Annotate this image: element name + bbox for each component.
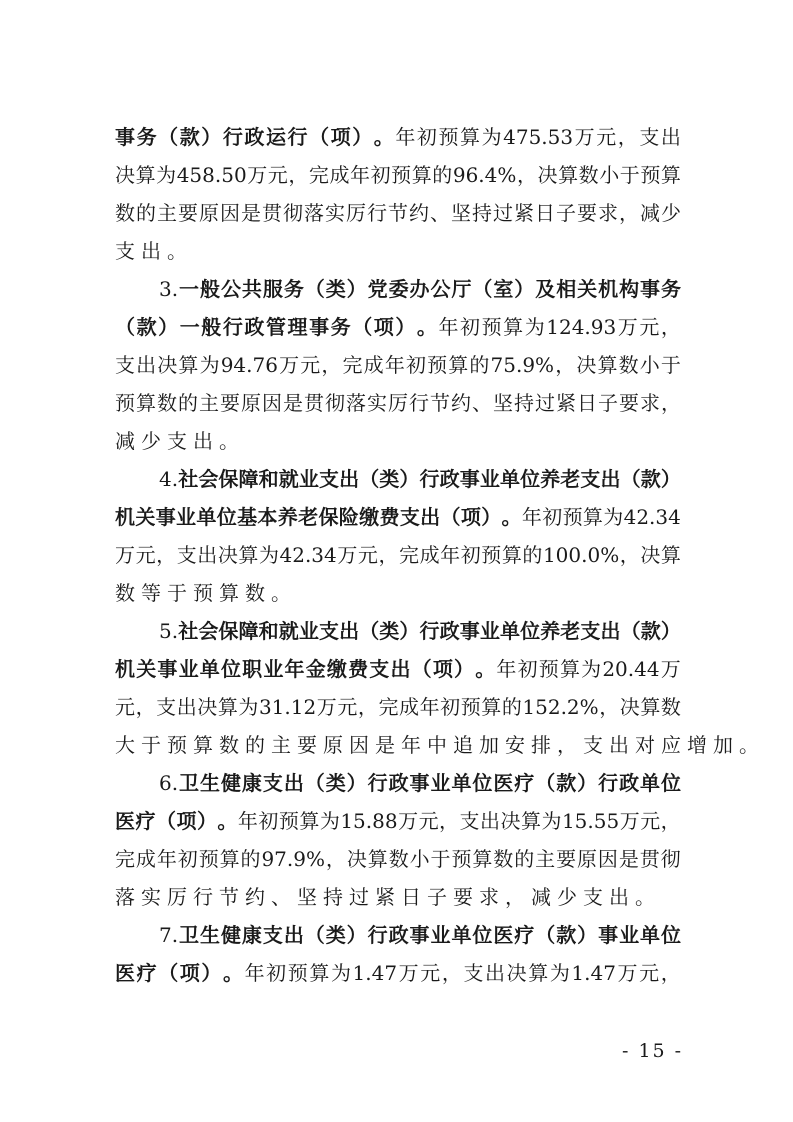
paragraph	[115, 270, 681, 460]
paragraph	[115, 764, 681, 916]
text-line: 事 务 （ 款 ） 行 政 运 行 （ 项 ） 。 年 初 预 算 为 475.53 万 元 ， 支 出	[115, 125, 681, 149]
text-line: 机 关 事 业 单 位 职 业 年 金 缴 费 支 出 （ 项 ） 。 年 初 预 算 为 20.44 万	[115, 657, 681, 681]
text-line: 决 算 为 458.50 万 元 ， 完 成 年 初 预 算 的 96.4% ， 决 算 数 小 于 预 算	[115, 163, 681, 187]
text-line: 4. 社 会 保 障 和 就 业 支 出 （ 类 ） 行 政 事 业 单 位 养 老 支 出 （ 款 ）	[159, 467, 681, 491]
page-number: - 15 -	[622, 1040, 684, 1062]
paragraph	[115, 916, 681, 992]
text-line: 大 于 预 算 数 的 主 要 原 因 是 年 中 追 加 安 排 ， 支 出 对 应 增 加 。	[115, 733, 759, 757]
text-line: 落 实 厉 行 节 约 、 坚 持 过 紧 日 子 要 求 ， 减 少 支 出 。	[115, 885, 655, 909]
text-line: 预 算 数 的 主 要 原 因 是 贯 彻 落 实 厉 行 节 约 、 坚 持 过 紧 日 子 要 求 ，	[115, 391, 681, 415]
text-line: 元 ， 支 出 决 算 为 31.12 万 元 ， 完 成 年 初 预 算 的 152.2% ， 决 算 数	[115, 695, 681, 719]
text-line: 6. 卫 生 健 康 支 出 （ 类 ） 行 政 事 业 单 位 医 疗 （ 款 ） 行 政 单 位	[159, 771, 681, 795]
text-line: 数 等 于 预 算 数 。	[115, 581, 291, 605]
text-line: 医 疗 （ 项 ） 。 年 初 预 算 为 15.88 万 元 ， 支 出 决 算 为 15.55 万 元 ，	[115, 809, 681, 833]
paragraph	[115, 118, 681, 270]
text-line: 7. 卫 生 健 康 支 出 （ 类 ） 行 政 事 业 单 位 医 疗 （ 款 ） 事 业 单 位	[159, 923, 681, 947]
text-line: 完 成 年 初 预 算 的 97.9% ， 决 算 数 小 于 预 算 数 的 主 要 原 因 是 贯 彻	[115, 847, 681, 871]
text-line: （ 款 ） 一 般 行 政 管 理 事 务 （ 项 ） 。 年 初 预 算 为 124.93 万 元 ，	[115, 315, 681, 339]
text-line: 支 出 。	[115, 239, 187, 263]
document-body	[115, 118, 759, 992]
text-line: 万 元 ， 支 出 决 算 为 42.34 万 元 ， 完 成 年 初 预 算 的 100.0% ， 决 算	[115, 543, 681, 567]
paragraph	[115, 460, 681, 612]
text-line: 支 出 决 算 为 94.76 万 元 ， 完 成 年 初 预 算 的 75.9% ， 决 算 数 小 于	[115, 353, 681, 377]
paragraph	[115, 612, 759, 764]
text-line: 机 关 事 业 单 位 基 本 养 老 保 险 缴 费 支 出 （ 项 ） 。 年 初 预 算 为 42.34	[115, 505, 681, 529]
text-line: 医 疗 （ 项 ） 。 年 初 预 算 为 1.47 万 元 ， 支 出 决 算 为 1.47 万 元 ，	[115, 961, 681, 985]
text-line: 数 的 主 要 原 因 是 贯 彻 落 实 厉 行 节 约 、 坚 持 过 紧 日 子 要 求 ， 减 少	[115, 201, 681, 225]
text-line: 5. 社 会 保 障 和 就 业 支 出 （ 类 ） 行 政 事 业 单 位 养 老 支 出 （ 款 ）	[159, 619, 681, 643]
text-line: 减 少 支 出 。	[115, 429, 239, 453]
text-line: 3. 一 般 公 共 服 务 （ 类 ） 党 委 办 公 厅 （ 室 ） 及 相 关 机 构 事 务	[159, 277, 681, 301]
